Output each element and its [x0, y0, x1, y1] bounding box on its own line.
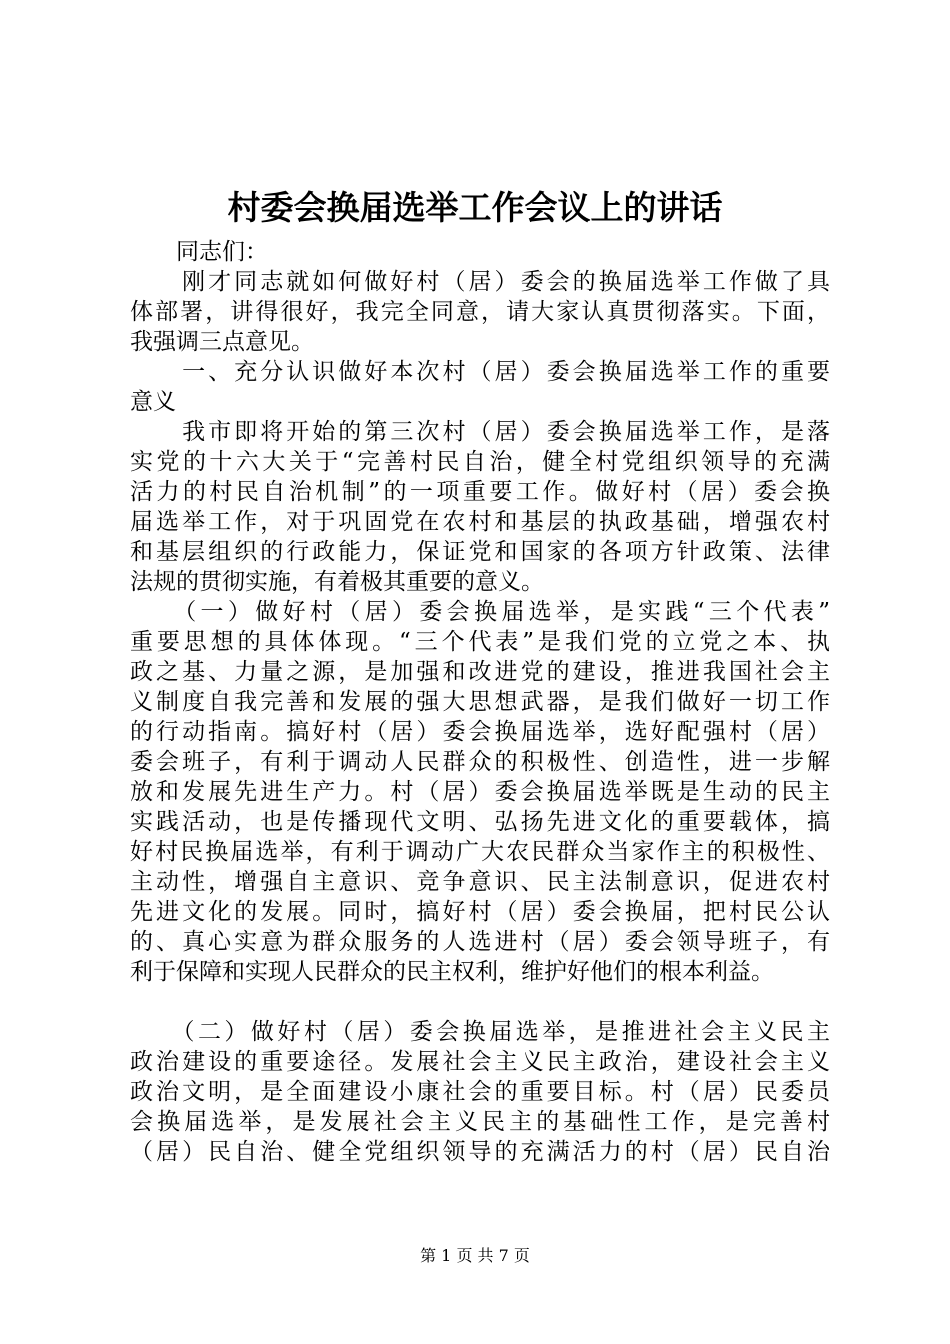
text-line: 我强调三点意见。: [130, 329, 314, 355]
text-line: 重要思想的具体体现。“三个代表”是我们党的立党之本、执: [130, 629, 830, 655]
text-line: （二）做好村（居）委会换届选举，是推进社会主义民主: [130, 1019, 830, 1045]
text-line: 委会班子，有利于调动人民群众的积极性、创造性，进一步解: [130, 749, 830, 775]
blank-line: [130, 987, 830, 1017]
document-title: 村委会换届选举工作会议上的讲话: [227, 188, 723, 227]
document-body: [130, 237, 830, 1167]
text-line: 会换届选举，是发展社会主义民主的基础性工作，是完善村: [130, 1109, 830, 1135]
text-line: 实践活动，也是传播现代文明、弘扬先进文化的重要载体，搞: [130, 809, 830, 835]
text-line: 的行动指南。搞好村（居）委会换届选举，选好配强村（居）: [130, 719, 830, 745]
text-line: 一、充分认识做好本次村（居）委会换届选举工作的重要: [130, 359, 830, 385]
text-line: 好村民换届选举，有利于调动广大农民群众当家作主的积极性、: [130, 839, 830, 865]
text-line: 先进文化的发展。同时，搞好村（居）委会换届，把村民公认: [130, 899, 830, 925]
text-line: 放和发展先进生产力。村（居）委会换届选举既是生动的民主: [130, 779, 830, 805]
text-line: 法规的贯彻实施，有着极其重要的意义。: [130, 569, 544, 595]
page-number: 第 1 页 共 7 页: [420, 1246, 530, 1265]
text-line: 活力的村民自治机制”的一项重要工作。做好村（居）委会换: [130, 479, 830, 505]
text-line: 届选举工作，对于巩固党在农村和基层的执政基础，增强农村: [130, 509, 830, 535]
text-line: 体部署，讲得很好，我完全同意，请大家认真贯彻落实。下面，: [130, 299, 830, 325]
text-line: （一）做好村（居）委会换届选举，是实践“三个代表”: [130, 599, 830, 625]
text-line: 刚才同志就如何做好村（居）委会的换届选举工作做了具: [130, 269, 830, 295]
text-line: 义制度自我完善和发展的强大思想武器，是我们做好一切工作: [130, 689, 830, 715]
text-line: 和基层组织的行政能力，保证党和国家的各项方针政策、法律: [130, 539, 830, 565]
text-line: 同志们：: [130, 239, 268, 265]
text-line: 主动性，增强自主意识、竞争意识、民主法制意识，促进农村: [130, 869, 830, 895]
text-line: 政治文明，是全面建设小康社会的重要目标。村（居）民委员: [130, 1079, 830, 1105]
text-line: 我市即将开始的第三次村（居）委会换届选举工作，是落: [130, 419, 830, 445]
text-line: 的、真心实意为群众服务的人选进村（居）委会领导班子，有: [130, 929, 830, 955]
text-line: （居）民自治、健全党组织领导的充满活力的村（居）民自治: [130, 1139, 830, 1165]
text-line: 政治建设的重要途径。发展社会主义民主政治，建设社会主义: [130, 1049, 830, 1075]
text-line: 利于保障和实现人民群众的民主权利，维护好他们的根本利益。: [130, 959, 774, 985]
text-line: 政之基、力量之源，是加强和改进党的建设，推进我国社会主: [130, 659, 830, 685]
text-line: 意义: [130, 389, 176, 415]
text-line: 实党的十六大关于“完善村民自治，健全村党组织领导的充满: [130, 449, 830, 475]
